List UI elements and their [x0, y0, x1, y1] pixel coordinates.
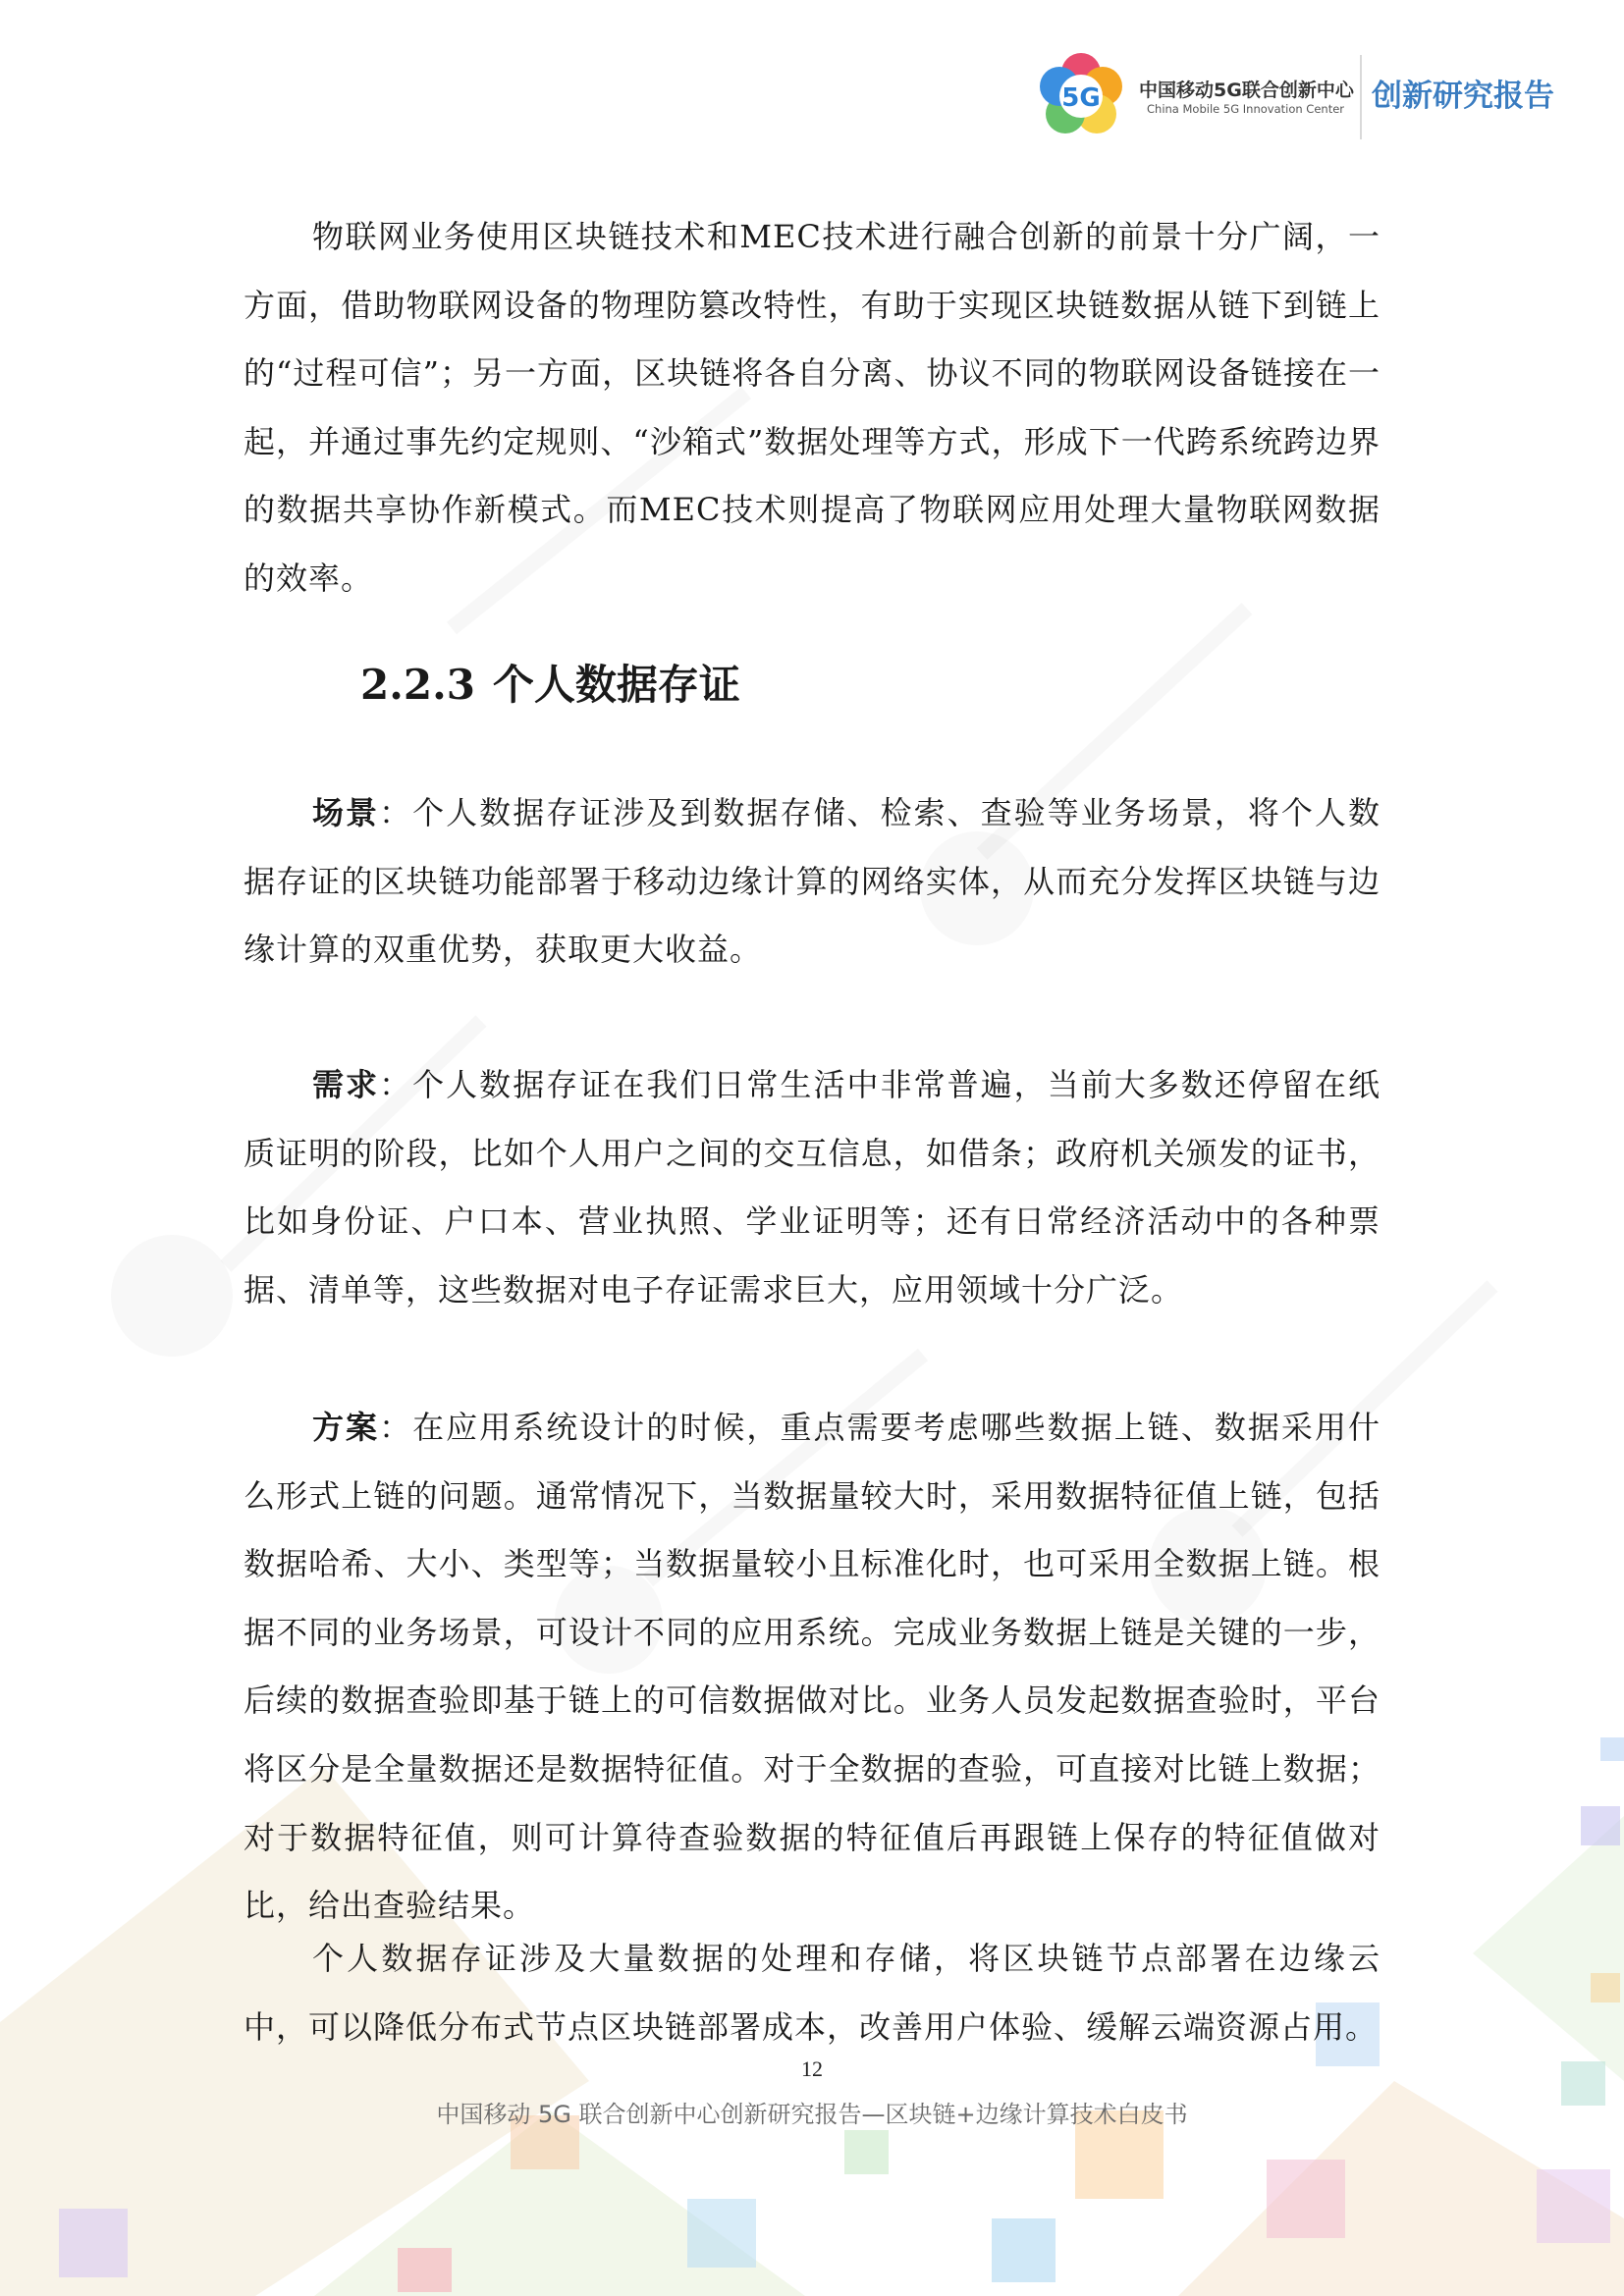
paragraph-requirement — [244, 1051, 1380, 1324]
china-mobile-5g-logo-icon — [1036, 51, 1126, 141]
section-heading — [360, 653, 740, 712]
solution-text: ：在应用系统设计的时候，重点需要考虑哪些数据上链、数据采用什么形式上链的问题。通常情况下，当数据量较大时，采用数据特征值上链，包括数据哈希、大小、类型等；当数据量较小且标准化时，也可采用全数据上链。根据不同的业务场景，可设计不同的应用系统。完成业务数据上链是关键的一步，后续的数据查验即基于链上的可信数据做对比。业务人员发起数据查验时，平台将区分是全量数据还是数据特征值。对于全数据的查验，可直接对比链上数据；对于数据特征值，则可计算待查验数据的特征值后再跟链上保存的特征值做对比，给出查验结果。 — [244, 1409, 1380, 1925]
paragraph-solution — [244, 1394, 1380, 1941]
requirement-label: 需求 — [312, 1066, 380, 1103]
org-name-en: China Mobile 5G Innovation Center — [1147, 102, 1345, 116]
header-divider — [1360, 55, 1362, 139]
svg-text:5G: 5G — [1061, 83, 1101, 113]
footer-title: 中国移动 5G 联合创新中心创新研究报告—区块链+边缘计算技术白皮书 — [436, 2101, 1188, 2128]
section-number: 2.2.3 — [360, 661, 475, 709]
paragraph-conclusion: 个人数据存证涉及大量数据的处理和存储，将区块链节点部署在边缘云中，可以降低分布式节点区块链部署成本，改善用户体验、缓解云端资源占用。 — [244, 1940, 1380, 2046]
paragraph-iot-intro: 物联网业务使用区块链技术和MEC技术进行融合创新的前景十分广阔，一方面，借助物联网设备的物理防篡改特性，有助于实现区块链数据从链下到链上的“过程可信”；另一方面，区块链将各自分离、协议不同的物联网设备链接在一起，并通过事先约定规则、“沙箱式”数据处理等方式，形成下一代跨系统跨边界的数据共享协作新模式。而MEC技术则提高了物联网应用处理大量物联网数据的效率。 — [244, 218, 1380, 597]
section-title: 个人数据存证 — [492, 661, 740, 709]
requirement-text: ：个人数据存证在我们日常生活中非常普遍，当前大多数还停留在纸质证明的阶段，比如个人用户之间的交互信息，如借条；政府机关颁发的证书，比如身份证、户口本、营业执照、学业证明等；还有日常经济活动中的各种票据、清单等，这些数据对电子存证需求巨大，应用领域十分广泛。 — [244, 1066, 1380, 1308]
solution-label: 方案 — [312, 1409, 380, 1446]
org-name-cn: 中国移动5G联合创新中心 — [1139, 80, 1354, 101]
paragraph-scenario — [244, 779, 1380, 985]
scenario-label: 场景 — [312, 794, 380, 831]
page-header — [1036, 51, 1586, 141]
page-number: 12 — [801, 2056, 823, 2081]
scenario-text: ：个人数据存证涉及到数据存储、检索、查验等业务场景，将个人数据存证的区块链功能部署于移动边缘计算的网络实体，从而充分发挥区块链与边缘计算的双重优势，获取更大收益。 — [244, 794, 1380, 969]
report-type-label: 创新研究报告 — [1372, 79, 1554, 114]
